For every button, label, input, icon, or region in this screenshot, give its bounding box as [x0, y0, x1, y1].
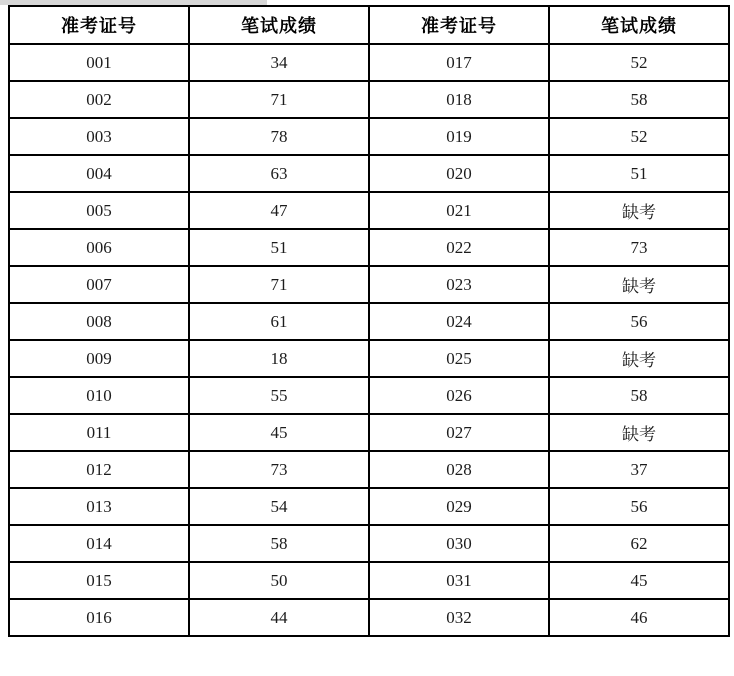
exam-id-cell: 002: [9, 81, 189, 118]
written-score-cell: 58: [549, 81, 729, 118]
written-score-cell: 51: [189, 229, 369, 266]
written-score-cell: 55: [189, 377, 369, 414]
exam-id-cell: 025: [369, 340, 549, 377]
table-row: [9, 340, 729, 377]
written-score-cell: 47: [189, 192, 369, 229]
exam-id-cell: 006: [9, 229, 189, 266]
exam-id-cell: 004: [9, 155, 189, 192]
exam-id-cell: 020: [369, 155, 549, 192]
header-row: [9, 6, 729, 44]
written-score-cell: 56: [549, 488, 729, 525]
table-row: [9, 303, 729, 340]
exam-id-cell: 003: [9, 118, 189, 155]
table-row: [9, 81, 729, 118]
written-score-cell: 56: [549, 303, 729, 340]
table-row: [9, 525, 729, 562]
written-score-cell: 50: [189, 562, 369, 599]
written-score-cell: 45: [189, 414, 369, 451]
written-score-cell: 缺考: [549, 414, 729, 451]
table-row: [9, 155, 729, 192]
header-exam-id-left: 准考证号: [9, 6, 189, 44]
header-written-score-right: 笔试成绩: [549, 6, 729, 44]
exam-id-cell: 007: [9, 266, 189, 303]
exam-id-cell: 016: [9, 599, 189, 636]
exam-id-cell: 008: [9, 303, 189, 340]
exam-id-cell: 027: [369, 414, 549, 451]
exam-id-cell: 005: [9, 192, 189, 229]
table-row: [9, 118, 729, 155]
written-score-cell: 62: [549, 525, 729, 562]
written-score-cell: 58: [549, 377, 729, 414]
table-body: [9, 44, 729, 636]
written-score-cell: 缺考: [549, 340, 729, 377]
written-score-cell: 73: [549, 229, 729, 266]
written-score-cell: 52: [549, 118, 729, 155]
exam-id-cell: 024: [369, 303, 549, 340]
table-row: [9, 599, 729, 636]
exam-id-cell: 022: [369, 229, 549, 266]
exam-score-table: [8, 5, 730, 637]
table-row: [9, 266, 729, 303]
table-row: [9, 414, 729, 451]
exam-id-cell: 023: [369, 266, 549, 303]
table-row: [9, 44, 729, 81]
header-written-score-left: 笔试成绩: [189, 6, 369, 44]
table-row: [9, 192, 729, 229]
table-row: [9, 229, 729, 266]
written-score-cell: 37: [549, 451, 729, 488]
exam-id-cell: 001: [9, 44, 189, 81]
table-row: [9, 488, 729, 525]
exam-id-cell: 028: [369, 451, 549, 488]
exam-id-cell: 029: [369, 488, 549, 525]
written-score-cell: 73: [189, 451, 369, 488]
exam-id-cell: 011: [9, 414, 189, 451]
written-score-cell: 58: [189, 525, 369, 562]
exam-id-cell: 031: [369, 562, 549, 599]
exam-id-cell: 015: [9, 562, 189, 599]
written-score-cell: 71: [189, 266, 369, 303]
written-score-cell: 63: [189, 155, 369, 192]
exam-id-cell: 018: [369, 81, 549, 118]
exam-id-cell: 032: [369, 599, 549, 636]
written-score-cell: 71: [189, 81, 369, 118]
exam-id-cell: 017: [369, 44, 549, 81]
written-score-cell: 44: [189, 599, 369, 636]
written-score-cell: 61: [189, 303, 369, 340]
exam-id-cell: 019: [369, 118, 549, 155]
header-exam-id-right: 准考证号: [369, 6, 549, 44]
written-score-cell: 45: [549, 562, 729, 599]
exam-id-cell: 026: [369, 377, 549, 414]
written-score-cell: 46: [549, 599, 729, 636]
exam-id-cell: 014: [9, 525, 189, 562]
exam-id-cell: 021: [369, 192, 549, 229]
written-score-cell: 缺考: [549, 192, 729, 229]
exam-id-cell: 009: [9, 340, 189, 377]
written-score-cell: 缺考: [549, 266, 729, 303]
written-score-cell: 52: [549, 44, 729, 81]
written-score-cell: 18: [189, 340, 369, 377]
written-score-cell: 34: [189, 44, 369, 81]
written-score-cell: 54: [189, 488, 369, 525]
written-score-cell: 78: [189, 118, 369, 155]
exam-id-cell: 013: [9, 488, 189, 525]
exam-id-cell: 012: [9, 451, 189, 488]
table-row: [9, 451, 729, 488]
exam-id-cell: 030: [369, 525, 549, 562]
written-score-cell: 51: [549, 155, 729, 192]
exam-id-cell: 010: [9, 377, 189, 414]
table-row: [9, 377, 729, 414]
table-row: [9, 562, 729, 599]
